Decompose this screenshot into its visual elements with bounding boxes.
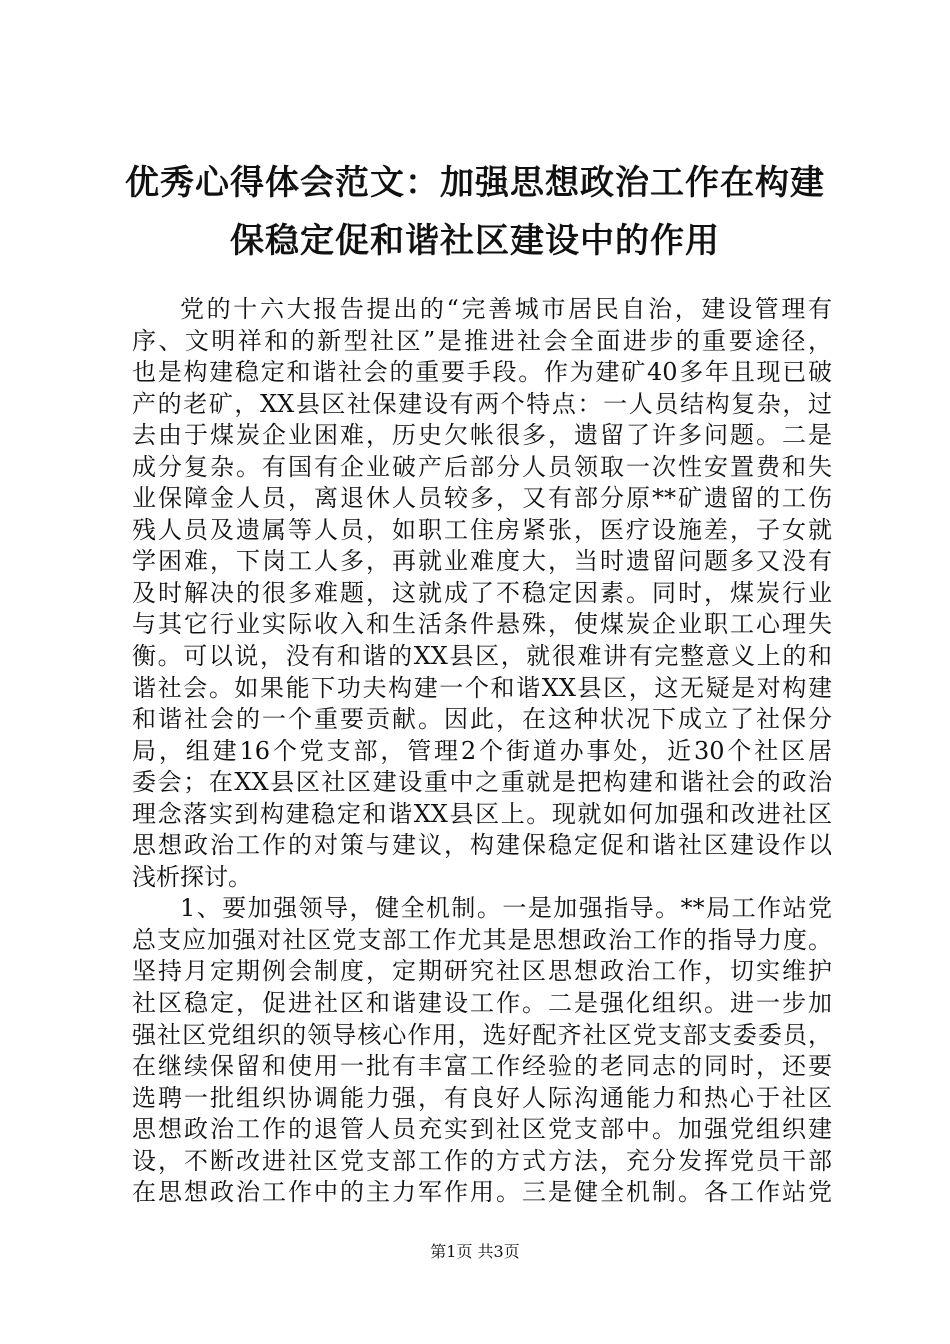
body-line: 也是构建稳定和谐社会的重要手段。作为建矿40多年且现已破 xyxy=(132,358,832,387)
body-line: 总支应加强对社区党支部工作尤其是思想政治工作的指导力度。 xyxy=(132,925,832,954)
body-line: 思想政治工作的对策与建议，构建保稳定促和谐社区建设作以 xyxy=(132,831,832,860)
body-line: 学困难，下岗工人多，再就业难度大，当时遗留问题多又没有 xyxy=(132,547,832,576)
body-line: 去由于煤炭企业困难，历史欠帐很多，遗留了许多问题。二是 xyxy=(132,421,832,450)
body-line: 设，不断改进社区党支部工作的方式方法，充分发挥党员干部 xyxy=(132,1146,832,1175)
body-line: 谐社会。如果能下功夫构建一个和谐XX县区，这无疑是对构建 xyxy=(132,673,832,702)
document-body xyxy=(132,294,832,1209)
body-line: 选聘一批组织协调能力强，有良好人际沟通能力和热心于社区 xyxy=(132,1083,832,1112)
body-line: 成分复杂。有国有企业破产后部分人员领取一次性安置费和失 xyxy=(132,452,832,481)
document-title-line-1: 优秀心得体会范文：加强思想政治工作在构建 xyxy=(125,163,825,203)
body-line: 及时解决的很多难题，这就成了不稳定因素。同时，煤炭行业 xyxy=(132,578,832,607)
body-line: 局，组建16个党支部，管理2个街道办事处，近30个社区居 xyxy=(132,736,832,765)
body-line: 思想政治工作的退管人员充实到社区党支部中。加强党组织建 xyxy=(132,1115,832,1144)
body-line: 社区稳定，促进社区和谐建设工作。二是强化组织。进一步加 xyxy=(132,989,832,1018)
body-line: 强社区党组织的领导核心作用，选好配齐社区党支部支委委员， xyxy=(132,1020,832,1049)
body-line: 在思想政治工作中的主力军作用。三是健全机制。各工作站党 xyxy=(132,1178,832,1207)
body-line: 在继续保留和使用一批有丰富工作经验的老同志的同时，还要 xyxy=(132,1052,832,1081)
body-line: 理念落实到构建稳定和谐XX县区上。现就如何加强和改进社区 xyxy=(132,799,832,828)
body-line: 1、要加强领导，健全机制。一是加强指导。**局工作站党 xyxy=(180,894,832,923)
body-line: 业保障金人员，离退休人员较多，又有部分原**矿遗留的工伤 xyxy=(132,484,832,513)
body-line: 浅析探讨。 xyxy=(132,862,252,891)
body-line: 委会；在XX县区社区建设重中之重就是把构建和谐社会的政治 xyxy=(132,768,832,797)
body-line: 党的十六大报告提出的“完善城市居民自治，建设管理有 xyxy=(180,295,832,323)
body-line: 序、文明祥和的新型社区”是推进社会全面进步的重要途径， xyxy=(132,326,832,355)
body-line: 产的老矿，XX县区社保建设有两个特点：一人员结构复杂，过 xyxy=(132,389,832,418)
document-title-line-2: 保稳定促和谐社区建设中的作用 xyxy=(230,221,720,261)
body-line: 与其它行业实际收入和生活条件悬殊，使煤炭企业职工心理失 xyxy=(132,610,832,639)
body-line: 和谐社会的一个重要贡献。因此，在这种状况下成立了社保分 xyxy=(132,705,832,734)
body-line: 坚持月定期例会制度，定期研究社区思想政治工作，切实维护 xyxy=(132,957,832,986)
page-footer: 第1页 共3页 xyxy=(430,1242,520,1261)
body-line: 衡。可以说，没有和谐的XX县区，就很难讲有完整意义上的和 xyxy=(132,642,832,671)
body-line: 残人员及遗属等人员，如职工住房紧张，医疗设施差，子女就 xyxy=(132,515,832,544)
